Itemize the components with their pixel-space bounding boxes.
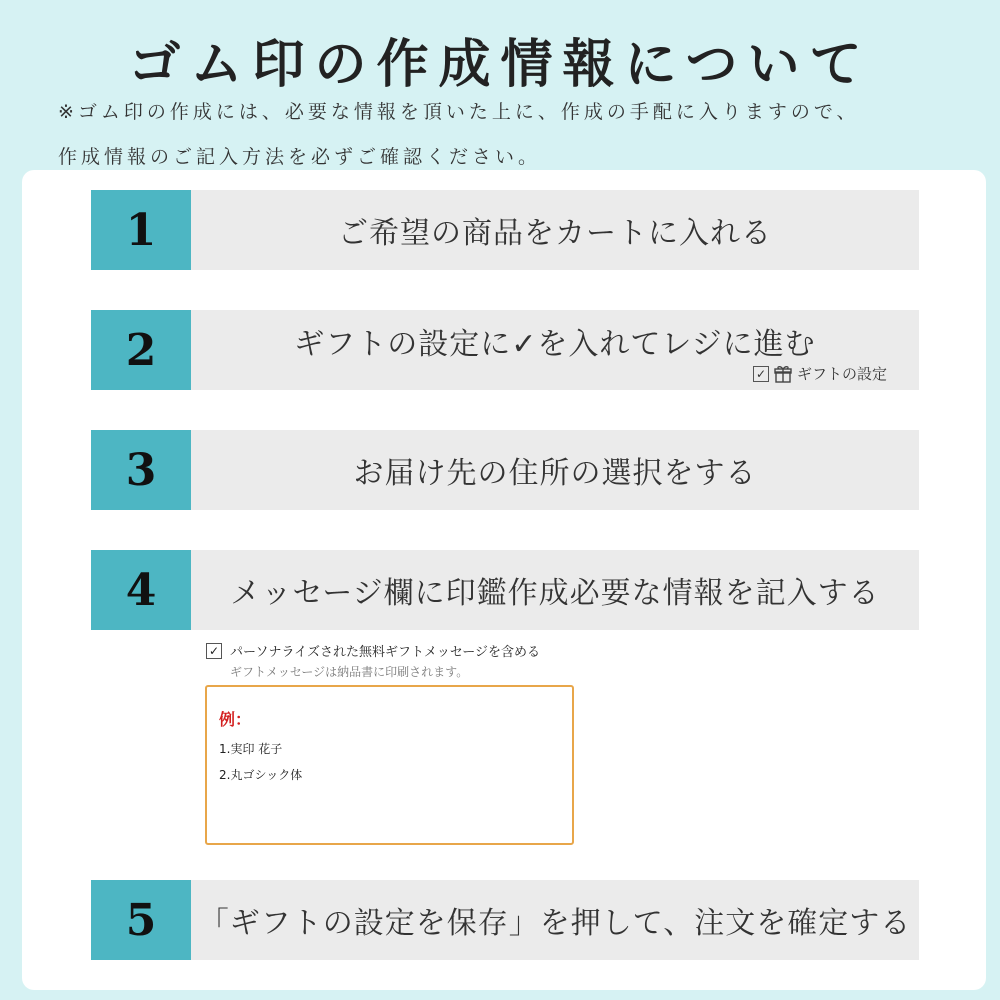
gift-setting-option xyxy=(753,363,887,384)
step-1 xyxy=(91,190,919,270)
step-4 xyxy=(91,550,919,630)
note-line-1: ※ゴム印の作成には、必要な情報を頂いた上に、作成の手配に入りますので、 xyxy=(58,101,860,123)
example-line-1: 1.実印 花子 xyxy=(219,742,283,756)
step-2 xyxy=(91,310,919,390)
gift-icon xyxy=(773,364,793,384)
step-number: 1 xyxy=(91,190,191,270)
checkbox-icon: ✓ xyxy=(753,366,769,382)
gift-message-textarea[interactable] xyxy=(205,685,574,845)
note-line-2: 作成情報のご記入方法を必ずご確認ください。 xyxy=(58,146,542,168)
step-number: 4 xyxy=(91,550,191,630)
step-label: 「ギフトの設定を保存」を押して、注文を確定する xyxy=(198,906,912,941)
step-number: 5 xyxy=(91,880,191,960)
example-line-2: 2.丸ゴシック体 xyxy=(219,768,303,782)
step-label: お届け先の住所の選択をする xyxy=(353,456,757,491)
gift-setting-label: ギフトの設定 xyxy=(796,365,887,383)
step-3 xyxy=(91,430,919,510)
step-number: 3 xyxy=(91,430,191,510)
gift-message-checkbox-label: パーソナライズされた無料ギフトメッセージを含める xyxy=(230,645,541,660)
step-label: ギフトの設定に✓を入れてレジに進む xyxy=(294,327,816,362)
page-title: ゴム印の作成情報について xyxy=(128,35,872,95)
step-label: ご希望の商品をカートに入れる xyxy=(338,216,772,251)
checkbox-icon[interactable]: ✓ xyxy=(206,643,222,659)
step-number: 2 xyxy=(91,310,191,390)
example-label: 例： xyxy=(219,710,252,729)
step-5 xyxy=(91,880,919,960)
gift-message-checkbox-row[interactable] xyxy=(206,641,540,660)
gift-message-note: ギフトメッセージは納品書に印刷されます。 xyxy=(230,665,469,679)
step-label: メッセージ欄に印鑑作成必要な情報を記入する xyxy=(230,576,880,611)
